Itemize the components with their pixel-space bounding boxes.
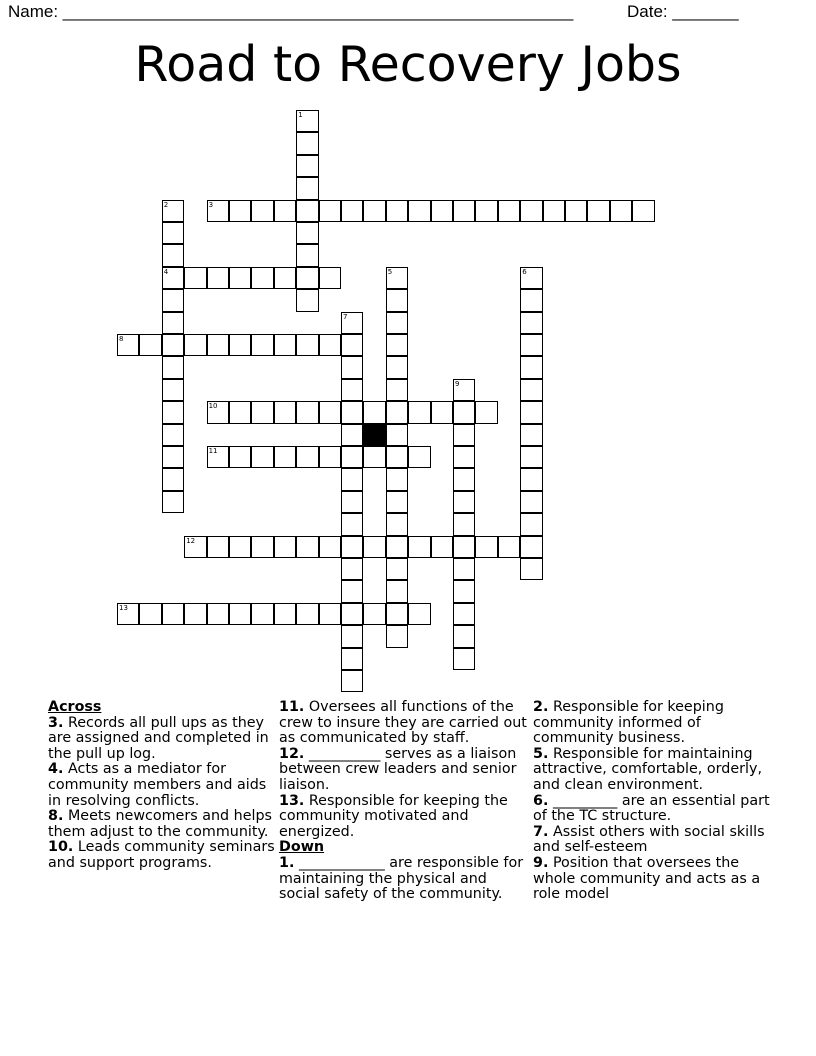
- across-clue: [279, 747, 529, 794]
- grid-cell[interactable]: [363, 401, 385, 423]
- grid-cell[interactable]: [162, 222, 184, 244]
- grid-cell[interactable]: [319, 200, 341, 222]
- grid-cell[interactable]: [117, 334, 139, 356]
- grid-cell[interactable]: [341, 334, 363, 356]
- across-clue: [48, 840, 276, 871]
- grid-cell[interactable]: [341, 312, 363, 334]
- clue-num: 12.: [279, 745, 305, 762]
- clues-column-3: [533, 700, 773, 903]
- grid-cell[interactable]: [274, 401, 296, 423]
- clue-text: Leads community seminars and support programs.: [48, 839, 275, 871]
- grid-cell[interactable]: [520, 558, 542, 580]
- grid-cell[interactable]: [386, 491, 408, 513]
- grid-cell[interactable]: [251, 446, 273, 468]
- down-clue: [533, 700, 773, 747]
- black-cell: [363, 424, 385, 446]
- clue-num: 11.: [279, 699, 305, 715]
- grid-cell[interactable]: [453, 491, 475, 513]
- grid-cell[interactable]: [386, 312, 408, 334]
- grid-cell[interactable]: [341, 379, 363, 401]
- clue-text: ____________ are responsible for maintaining the physical and social safety of the community.: [279, 854, 524, 903]
- grid-cell[interactable]: [184, 536, 206, 558]
- grid-cell[interactable]: [386, 379, 408, 401]
- grid-cell[interactable]: [453, 379, 475, 401]
- grid-cell[interactable]: [162, 267, 184, 289]
- grid-cell[interactable]: [453, 536, 475, 558]
- grid-cell[interactable]: [296, 334, 318, 356]
- grid-cell[interactable]: [207, 334, 229, 356]
- grid-cell[interactable]: [363, 200, 385, 222]
- grid-cell[interactable]: [162, 424, 184, 446]
- grid-cell[interactable]: [162, 468, 184, 490]
- grid-cell[interactable]: [386, 513, 408, 535]
- grid-cell[interactable]: [296, 401, 318, 423]
- clue-number: 13: [119, 603, 128, 612]
- clue-text: Acts as a mediator for community members and aids in resolving conflicts.: [48, 761, 267, 809]
- grid-cell[interactable]: [162, 200, 184, 222]
- grid-cell[interactable]: [139, 334, 161, 356]
- grid-cell[interactable]: [408, 401, 430, 423]
- grid-cell[interactable]: [453, 603, 475, 625]
- grid-cell[interactable]: [453, 401, 475, 423]
- grid-cell[interactable]: [162, 401, 184, 423]
- grid-cell[interactable]: [453, 446, 475, 468]
- clue-number: 4: [163, 267, 169, 276]
- grid-cell[interactable]: [229, 200, 251, 222]
- clue-number: 9: [455, 379, 460, 388]
- clue-num: 1.: [279, 854, 295, 871]
- clue-text: Responsible for maintaining attractive, comfortable, orderly, and clean environment.: [533, 745, 762, 793]
- grid-cell[interactable]: [162, 312, 184, 334]
- clue-number: 11: [208, 447, 218, 455]
- grid-cell[interactable]: [341, 491, 363, 513]
- grid-cell[interactable]: [274, 446, 296, 468]
- grid-cell[interactable]: [386, 558, 408, 580]
- grid-cell[interactable]: [453, 513, 475, 535]
- grid-cell[interactable]: [632, 200, 654, 222]
- grid-cell[interactable]: [251, 401, 273, 423]
- grid-cell[interactable]: [296, 289, 318, 311]
- grid-cell[interactable]: [431, 401, 453, 423]
- grid-cell[interactable]: [520, 312, 542, 334]
- down-clue: [533, 747, 773, 794]
- grid-cell[interactable]: [498, 200, 520, 222]
- across-clue: [48, 762, 276, 809]
- grid-cell[interactable]: [229, 267, 251, 289]
- grid-cell[interactable]: [565, 200, 587, 222]
- grid-cell[interactable]: [408, 446, 430, 468]
- clue-number: 10: [208, 402, 218, 411]
- grid-cell[interactable]: [162, 289, 184, 311]
- grid-cell[interactable]: [520, 289, 542, 311]
- clue-num: 8.: [48, 808, 64, 825]
- grid-cell[interactable]: [341, 558, 363, 580]
- grid-cell[interactable]: [251, 200, 273, 222]
- grid-cell[interactable]: [520, 468, 542, 490]
- grid-cell[interactable]: [251, 603, 273, 625]
- clue-num: 6.: [533, 792, 549, 809]
- clue-num: 3.: [48, 714, 64, 731]
- grid-cell[interactable]: [296, 200, 318, 222]
- grid-cell[interactable]: [520, 267, 542, 289]
- grid-cell[interactable]: [587, 200, 609, 222]
- grid-cell[interactable]: [162, 334, 184, 356]
- grid-cell[interactable]: [341, 648, 363, 670]
- grid-cell[interactable]: [296, 446, 318, 468]
- grid-cell[interactable]: [341, 424, 363, 446]
- grid-cell[interactable]: [162, 603, 184, 625]
- grid-cell[interactable]: [184, 267, 206, 289]
- clue-number: 2: [163, 200, 169, 209]
- grid-cell[interactable]: [431, 536, 453, 558]
- down-clue: [533, 856, 773, 903]
- down-clue: [533, 825, 773, 856]
- grid-cell[interactable]: [453, 625, 475, 647]
- grid-cell[interactable]: [386, 401, 408, 423]
- grid-cell[interactable]: [341, 468, 363, 490]
- clue-number: 3: [208, 200, 214, 209]
- grid-cell[interactable]: [139, 603, 161, 625]
- grid-cell[interactable]: [341, 625, 363, 647]
- grid-cell[interactable]: [162, 446, 184, 468]
- clue-text: __________ serves as a liaison between crew leaders and senior liaison.: [279, 745, 517, 793]
- across-heading: Across: [48, 699, 102, 715]
- grid-cell[interactable]: [274, 603, 296, 625]
- clues-column-1: [48, 700, 276, 872]
- clue-text: Meets newcomers and helps them adjust to the community.: [48, 808, 273, 840]
- clue-number: 6: [522, 267, 527, 276]
- grid-cell[interactable]: [453, 468, 475, 490]
- grid-cell[interactable]: [386, 200, 408, 222]
- grid-cell[interactable]: [363, 536, 385, 558]
- grid-cell[interactable]: [520, 334, 542, 356]
- grid-cell[interactable]: [341, 356, 363, 378]
- clue-num: 5.: [533, 745, 549, 762]
- grid-cell[interactable]: [610, 200, 632, 222]
- grid-cell[interactable]: [341, 670, 363, 692]
- grid-cell[interactable]: [319, 401, 341, 423]
- grid-cell[interactable]: [296, 267, 318, 289]
- grid-cell[interactable]: [520, 379, 542, 401]
- grid-cell[interactable]: [475, 200, 497, 222]
- grid-cell[interactable]: [251, 334, 273, 356]
- grid-cell[interactable]: [274, 536, 296, 558]
- clue-num: 13.: [279, 792, 305, 809]
- grid-cell[interactable]: [207, 401, 229, 423]
- grid-cell[interactable]: [229, 401, 251, 423]
- grid-cell[interactable]: [453, 558, 475, 580]
- grid-cell[interactable]: [229, 334, 251, 356]
- grid-cell[interactable]: [207, 267, 229, 289]
- grid-cell[interactable]: [274, 200, 296, 222]
- grid-cell[interactable]: [386, 356, 408, 378]
- across-clue: [48, 716, 276, 763]
- name-field[interactable]: Name: ______________________________________________________: [8, 2, 574, 21]
- clue-text: _________ are an essential part of the TC structure.: [533, 792, 770, 825]
- down-heading: Down: [279, 839, 325, 856]
- grid-cell[interactable]: [543, 200, 565, 222]
- grid-cell[interactable]: [386, 580, 408, 602]
- grid-cell[interactable]: [162, 356, 184, 378]
- grid-cell[interactable]: [386, 603, 408, 625]
- grid-cell[interactable]: [319, 603, 341, 625]
- grid-cell[interactable]: [296, 132, 318, 154]
- date-field[interactable]: Date: _______: [627, 2, 739, 21]
- grid-cell[interactable]: [363, 603, 385, 625]
- grid-cell[interactable]: [408, 536, 430, 558]
- grid-cell[interactable]: [453, 200, 475, 222]
- clue-num: 2.: [533, 699, 549, 715]
- grid-cell[interactable]: [296, 244, 318, 266]
- grid-cell[interactable]: [207, 603, 229, 625]
- across-clue: [48, 809, 276, 840]
- grid-cell[interactable]: [408, 200, 430, 222]
- clue-num: 9.: [533, 854, 549, 871]
- grid-cell[interactable]: [229, 603, 251, 625]
- clue-text: Responsible for keeping the community motivated and energized.: [279, 792, 508, 840]
- grid-cell[interactable]: [386, 424, 408, 446]
- grid-cell[interactable]: [520, 200, 542, 222]
- grid-cell[interactable]: [162, 244, 184, 266]
- grid-cell[interactable]: [341, 446, 363, 468]
- grid-cell[interactable]: [296, 603, 318, 625]
- clue-number: 5: [387, 267, 393, 276]
- clue-text: Oversees all functions of the crew to insure they are carried out as communicated by staff.: [279, 699, 527, 747]
- grid-cell[interactable]: [341, 603, 363, 625]
- grid-cell[interactable]: [386, 267, 408, 289]
- grid-cell[interactable]: [207, 446, 229, 468]
- grid-cell[interactable]: [296, 155, 318, 177]
- grid-cell[interactable]: [229, 536, 251, 558]
- grid-cell[interactable]: [386, 536, 408, 558]
- grid-cell[interactable]: [319, 446, 341, 468]
- grid-cell[interactable]: [296, 222, 318, 244]
- clue-text: Assist others with social skills and self-esteem: [533, 823, 765, 856]
- grid-cell[interactable]: [520, 536, 542, 558]
- grid-cell[interactable]: [386, 289, 408, 311]
- grid-cell[interactable]: [341, 536, 363, 558]
- grid-cell[interactable]: [498, 536, 520, 558]
- grid-cell[interactable]: [520, 401, 542, 423]
- grid-cell[interactable]: [184, 334, 206, 356]
- grid-cell[interactable]: [296, 110, 318, 132]
- grid-cell[interactable]: [162, 379, 184, 401]
- grid-cell[interactable]: [296, 536, 318, 558]
- grid-cell[interactable]: [341, 401, 363, 423]
- clue-num: 4.: [48, 761, 64, 778]
- grid-cell[interactable]: [520, 356, 542, 378]
- grid-cell[interactable]: [386, 468, 408, 490]
- grid-cell[interactable]: [319, 267, 341, 289]
- grid-cell[interactable]: [408, 603, 430, 625]
- grid-cell[interactable]: [341, 513, 363, 535]
- grid-cell[interactable]: [296, 177, 318, 199]
- clues-column-2: [279, 700, 529, 903]
- clue-num: 10.: [48, 839, 74, 856]
- grid-cell[interactable]: [184, 603, 206, 625]
- grid-cell[interactable]: [117, 603, 139, 625]
- clue-num: 7.: [533, 823, 549, 840]
- grid-cell[interactable]: [475, 401, 497, 423]
- grid-cell[interactable]: [453, 648, 475, 670]
- grid-cell[interactable]: [520, 446, 542, 468]
- grid-cell[interactable]: [453, 580, 475, 602]
- down-clue: [533, 794, 773, 825]
- grid-cell[interactable]: [386, 334, 408, 356]
- grid-cell[interactable]: [520, 491, 542, 513]
- grid-cell[interactable]: [386, 625, 408, 647]
- grid-cell[interactable]: [162, 491, 184, 513]
- grid-cell[interactable]: [453, 424, 475, 446]
- grid-cell[interactable]: [363, 446, 385, 468]
- clue-text: Position that oversees the whole community and acts as a role model: [533, 854, 761, 903]
- grid-cell[interactable]: [386, 446, 408, 468]
- clue-text: Records all pull ups as they are assigned and completed in the pull up log.: [48, 714, 269, 762]
- clue-number: 12: [186, 536, 196, 545]
- grid-cell[interactable]: [229, 446, 251, 468]
- grid-cell[interactable]: [251, 267, 273, 289]
- grid-cell[interactable]: [207, 536, 229, 558]
- grid-cell[interactable]: [319, 536, 341, 558]
- clue-text: Responsible for keeping community informed of community business.: [533, 699, 724, 747]
- grid-cell[interactable]: [475, 536, 497, 558]
- across-clue: [279, 700, 529, 747]
- grid-cell[interactable]: [207, 200, 229, 222]
- clue-number: 7: [343, 312, 348, 321]
- grid-cell[interactable]: [274, 267, 296, 289]
- grid-cell[interactable]: [274, 334, 296, 356]
- grid-cell[interactable]: [251, 536, 273, 558]
- page-title: Road to Recovery Jobs: [134, 36, 682, 93]
- down-clue: [279, 856, 529, 903]
- clue-number: 1: [298, 111, 303, 119]
- across-clue: [279, 794, 529, 841]
- grid-cell[interactable]: [341, 580, 363, 602]
- grid-cell[interactable]: [431, 200, 453, 222]
- grid-cell[interactable]: [520, 424, 542, 446]
- clue-number: 8: [119, 335, 124, 343]
- grid-cell[interactable]: [520, 513, 542, 535]
- grid-cell[interactable]: [341, 200, 363, 222]
- grid-cell[interactable]: [319, 334, 341, 356]
